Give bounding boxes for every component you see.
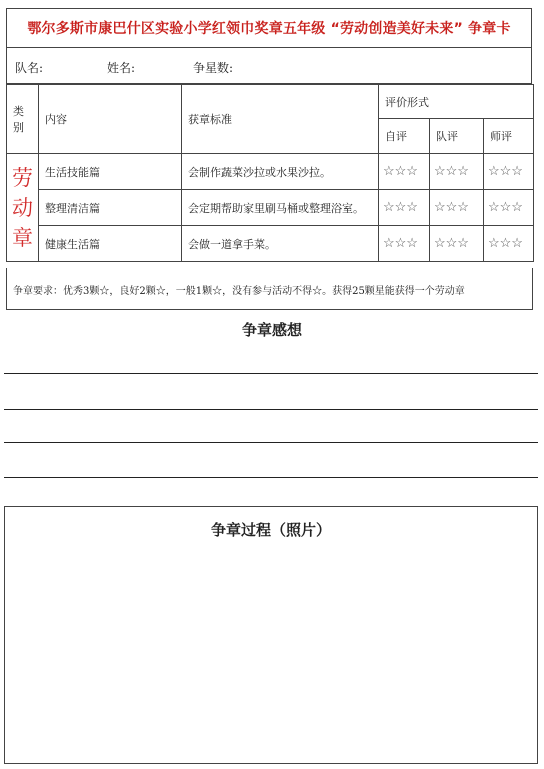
award-table: [6, 84, 534, 262]
writing-line[interactable]: [4, 409, 538, 410]
header-evaluation: 评价形式: [379, 85, 534, 119]
row-content: 健康生活篇: [39, 226, 182, 262]
header-content: 内容: [39, 85, 182, 154]
table-row: [7, 154, 534, 190]
self-stars[interactable]: ☆☆☆: [379, 226, 430, 262]
photos-heading: 争章过程（照片）: [210, 521, 331, 539]
header-category: 类别: [7, 85, 39, 154]
table-row: [7, 226, 534, 262]
row-standard: 会做一道拿手菜。: [182, 226, 379, 262]
team-stars[interactable]: ☆☆☆: [430, 154, 484, 190]
teacher-stars[interactable]: ☆☆☆: [484, 190, 534, 226]
writing-line[interactable]: [4, 373, 538, 374]
writing-line[interactable]: [4, 477, 538, 478]
category-char: 劳: [12, 165, 33, 190]
row-content: 整理清洁篇: [39, 190, 182, 226]
category-char: 动: [12, 195, 33, 220]
name-label: 姓名:: [107, 61, 136, 75]
teacher-stars[interactable]: ☆☆☆: [484, 154, 534, 190]
team-stars[interactable]: ☆☆☆: [430, 190, 484, 226]
header-standard: 获章标准: [182, 85, 379, 154]
category-char: 章: [12, 225, 33, 250]
card-title: 鄂尔多斯市康巴什区实验小学红领巾奖章五年级 “劳动创造美好未来” 争章卡: [6, 8, 532, 48]
team-stars[interactable]: ☆☆☆: [430, 226, 484, 262]
header-team: 队评: [430, 119, 484, 154]
photo-box[interactable]: [4, 506, 538, 764]
row-standard: 会定期帮助家里刷马桶或整理浴室。: [182, 190, 379, 226]
teacher-stars[interactable]: ☆☆☆: [484, 226, 534, 262]
header-teacher: 师评: [484, 119, 534, 154]
thoughts-heading: 争章感想: [241, 321, 302, 339]
stars-label: 争星数:: [193, 61, 234, 75]
self-stars[interactable]: ☆☆☆: [379, 190, 430, 226]
category-cell: [7, 154, 39, 262]
writing-line[interactable]: [4, 442, 538, 443]
requirements-note: 争章要求：优秀3颗☆，良好2颗☆，一般1颗☆，没有参与活动不得☆。获得25颗星能获得一个劳动章: [6, 268, 533, 310]
team-label: 队名:: [15, 61, 44, 75]
self-stars[interactable]: ☆☆☆: [379, 154, 430, 190]
info-row: [6, 48, 532, 84]
row-standard: 会制作蔬菜沙拉或水果沙拉。: [182, 154, 379, 190]
table-row: [7, 190, 534, 226]
row-content: 生活技能篇: [39, 154, 182, 190]
header-self: 自评: [379, 119, 430, 154]
